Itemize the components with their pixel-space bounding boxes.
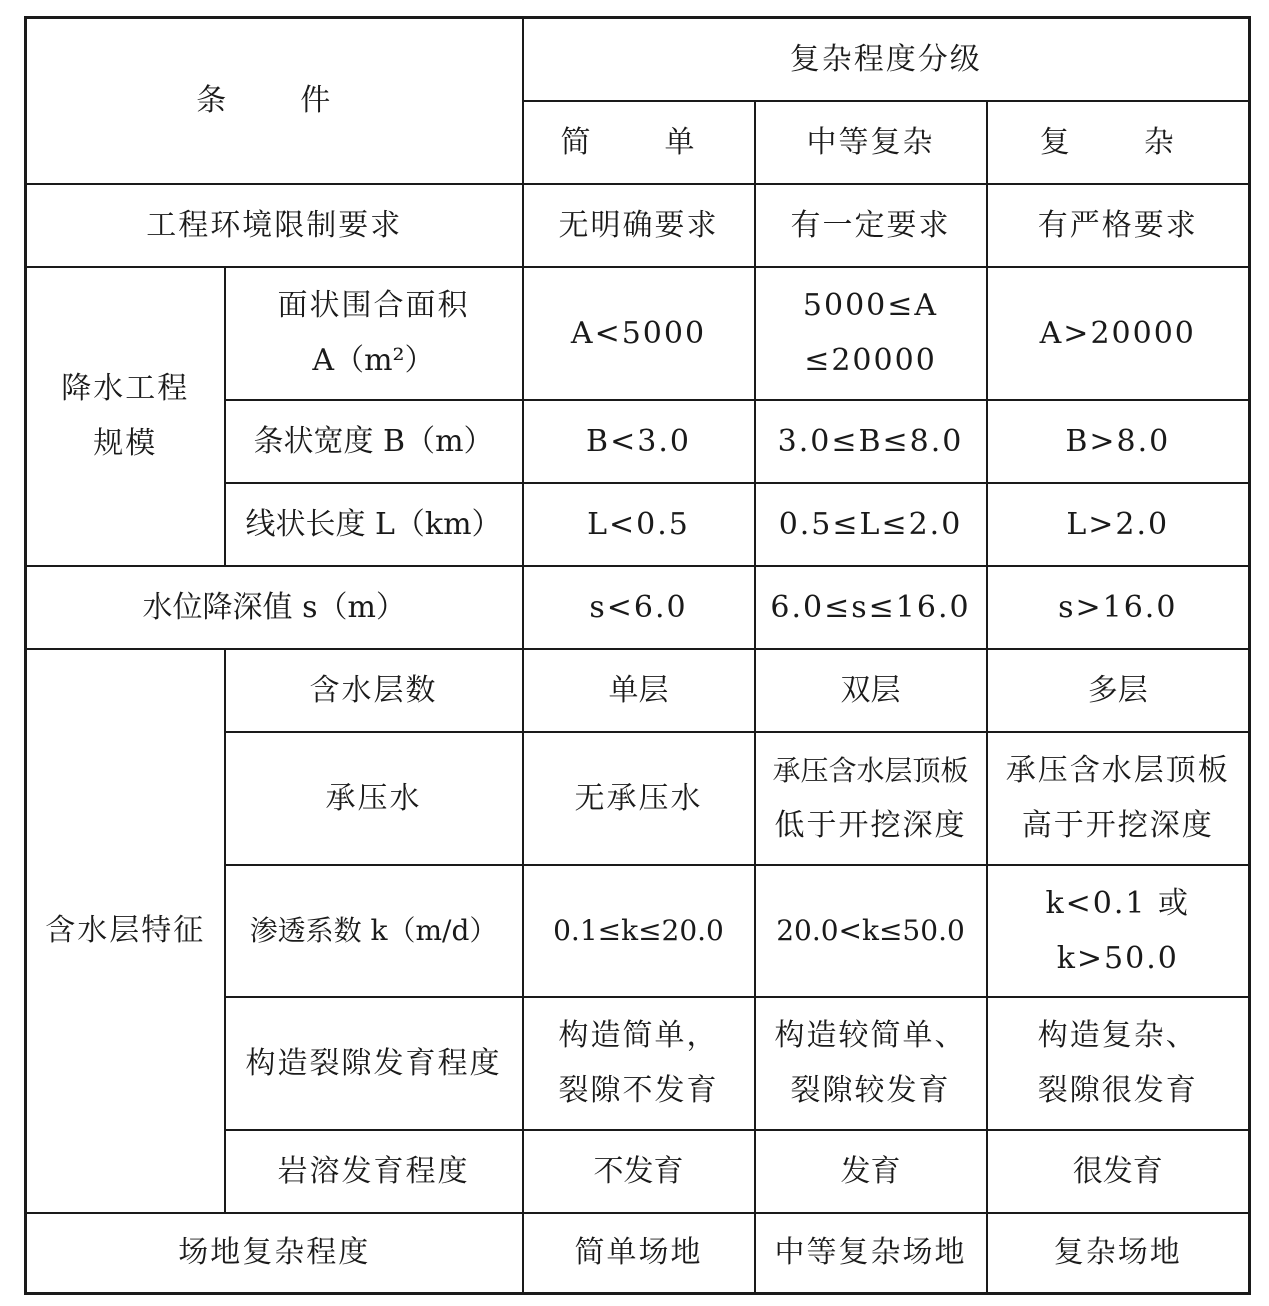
table-row	[26, 1213, 1250, 1294]
group-label-scale: 降水工程 规模	[26, 267, 225, 566]
cell: 构造较简单、 裂隙较发育	[755, 997, 987, 1130]
cell: 构造简单， 裂隙不发育	[523, 997, 755, 1130]
cell: 6.0≤s≤16.0	[755, 566, 987, 649]
cell: 承压含水层顶板 低于开挖深度	[755, 732, 987, 865]
header-level-medium: 中等复杂	[755, 101, 987, 184]
cell: 多层	[987, 649, 1250, 732]
row-label-karst: 岩溶发育程度	[225, 1130, 523, 1213]
cell: 很发育	[987, 1130, 1250, 1213]
cell: 中等复杂场地	[755, 1213, 987, 1294]
cell: s<6.0	[523, 566, 755, 649]
cell: 有严格要求	[987, 184, 1250, 267]
row-label-layers: 含水层数	[225, 649, 523, 732]
cell: 20.0<k≤50.0	[755, 865, 987, 997]
cell: 构造复杂、 裂隙很发育	[987, 997, 1250, 1130]
header-level-complex: 复 杂	[987, 101, 1250, 184]
header-level-simple: 简 单	[523, 101, 755, 184]
cell: 0.1≤k≤20.0	[523, 865, 755, 997]
row-label-env: 工程环境限制要求	[26, 184, 523, 267]
cell: s>16.0	[987, 566, 1250, 649]
header-grading: 复杂程度分级	[523, 18, 1250, 101]
cell: B>8.0	[987, 400, 1250, 483]
cell: k<0.1 或 k>50.0	[987, 865, 1250, 997]
table-row	[26, 184, 1250, 267]
cell: 有一定要求	[755, 184, 987, 267]
table-row	[26, 566, 1250, 649]
cell: B<3.0	[523, 400, 755, 483]
complexity-table	[24, 16, 1251, 1295]
cell: L>2.0	[987, 483, 1250, 566]
group-label-aquifer: 含水层特征	[26, 649, 225, 1213]
cell: A>20000	[987, 267, 1250, 400]
cell: 无承压水	[523, 732, 755, 865]
row-label-fracture: 构造裂隙发育程度	[225, 997, 523, 1130]
row-label-area: 面状围合面积 A（m²）	[225, 267, 523, 400]
row-label-length: 线状长度 L（km）	[225, 483, 523, 566]
cell: 无明确要求	[523, 184, 755, 267]
cell: 发育	[755, 1130, 987, 1213]
row-label-confined: 承压水	[225, 732, 523, 865]
row-label-width: 条状宽度 B（m）	[225, 400, 523, 483]
table-row	[26, 267, 1250, 400]
cell: 复杂场地	[987, 1213, 1250, 1294]
row-label-drawdown: 水位降深值 s（m）	[26, 566, 523, 649]
cell: 承压含水层顶板 高于开挖深度	[987, 732, 1250, 865]
cell: 双层	[755, 649, 987, 732]
row-label-permeability: 渗透系数 k（m/d）	[225, 865, 523, 997]
cell: 0.5≤L≤2.0	[755, 483, 987, 566]
cell: 单层	[523, 649, 755, 732]
cell: 3.0≤B≤8.0	[755, 400, 987, 483]
row-label-site: 场地复杂程度	[26, 1213, 523, 1294]
cell: 简单场地	[523, 1213, 755, 1294]
cell: 5000≤A ≤20000	[755, 267, 987, 400]
cell: L<0.5	[523, 483, 755, 566]
cell: A<5000	[523, 267, 755, 400]
cell: 不发育	[523, 1130, 755, 1213]
header-conditions: 条 件	[26, 18, 523, 184]
table-row	[26, 649, 1250, 732]
